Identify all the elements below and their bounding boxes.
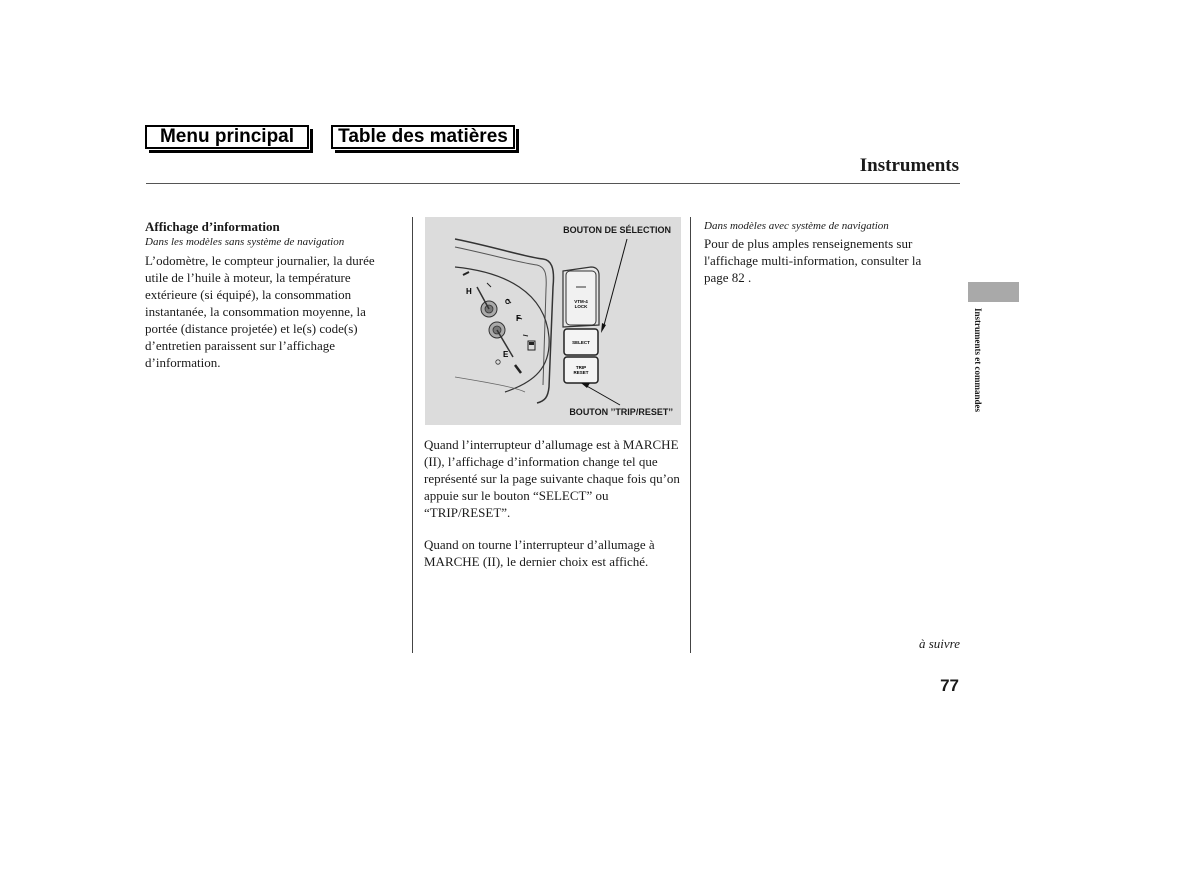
instrument-panel-figure <box>425 217 681 425</box>
no-nav-subheading: Dans les modèles sans système de navigation <box>145 236 345 248</box>
column-divider-2 <box>690 217 691 653</box>
main-menu-button[interactable]: Menu principal <box>145 125 309 149</box>
select-button-label: SELECT <box>572 340 590 345</box>
ignition-on-paragraph: Quand l’interrupteur d’allumage est à MARCHE (II), l’affichage d’information change tel que représenté sur la page suivante chaque fois qu’on appuie sur le bouton “SELECT” ou “TRIP/RESET”. <box>424 437 680 520</box>
trip-button-label-2: RESET <box>573 370 589 375</box>
nav-models-text: Pour de plus amples renseignements sur l'affichage multi-information, consulter la page 82 . <box>704 236 922 285</box>
continued-note: à suivre <box>918 636 960 651</box>
instrument-panel-illustration <box>425 217 681 425</box>
select-button-caption: BOUTON DE SÉLECTION <box>563 225 671 235</box>
last-choice-paragraph: Quand on tourne l’interrupteur d’allumage à MARCHE (II), le dernier choix est affiché. <box>424 537 655 569</box>
header-divider <box>146 183 960 184</box>
column-divider-1 <box>412 217 413 653</box>
nav-models-subheading: Dans modèles avec système de navigation <box>704 220 889 232</box>
gauge-full-label: F <box>516 314 521 323</box>
gauge-cold-label: C <box>505 299 511 306</box>
trip-reset-button-caption: BOUTON ’’TRIP/RESET’’ <box>569 407 673 417</box>
table-of-contents-button[interactable]: Table des matières <box>331 125 515 149</box>
info-display-description: L’odomètre, le compteur journalier, la durée utile de l’huile à moteur, la température extérieure (si équipé), la consommation instantanée, la consommation moyenne, la portée (distance projetée) et le(s) code(s) d’entretien paraissent sur l’affichage d’information. <box>145 253 375 370</box>
page-number: 77 <box>940 676 959 695</box>
vtm4-lock-label-2: LOCK <box>574 304 588 309</box>
chapter-tab <box>968 282 1019 302</box>
vtm4-lock-label-1: VTM-4 <box>574 299 588 304</box>
gauge-empty-label: E <box>503 350 509 359</box>
gauge-hot-label: H <box>466 287 472 296</box>
trip-button-label-1: TRIP <box>575 365 587 370</box>
chapter-side-label: Instruments et commandes <box>973 308 983 412</box>
section-title: Instruments <box>859 155 959 176</box>
info-display-heading: Affichage d’information <box>145 219 280 234</box>
